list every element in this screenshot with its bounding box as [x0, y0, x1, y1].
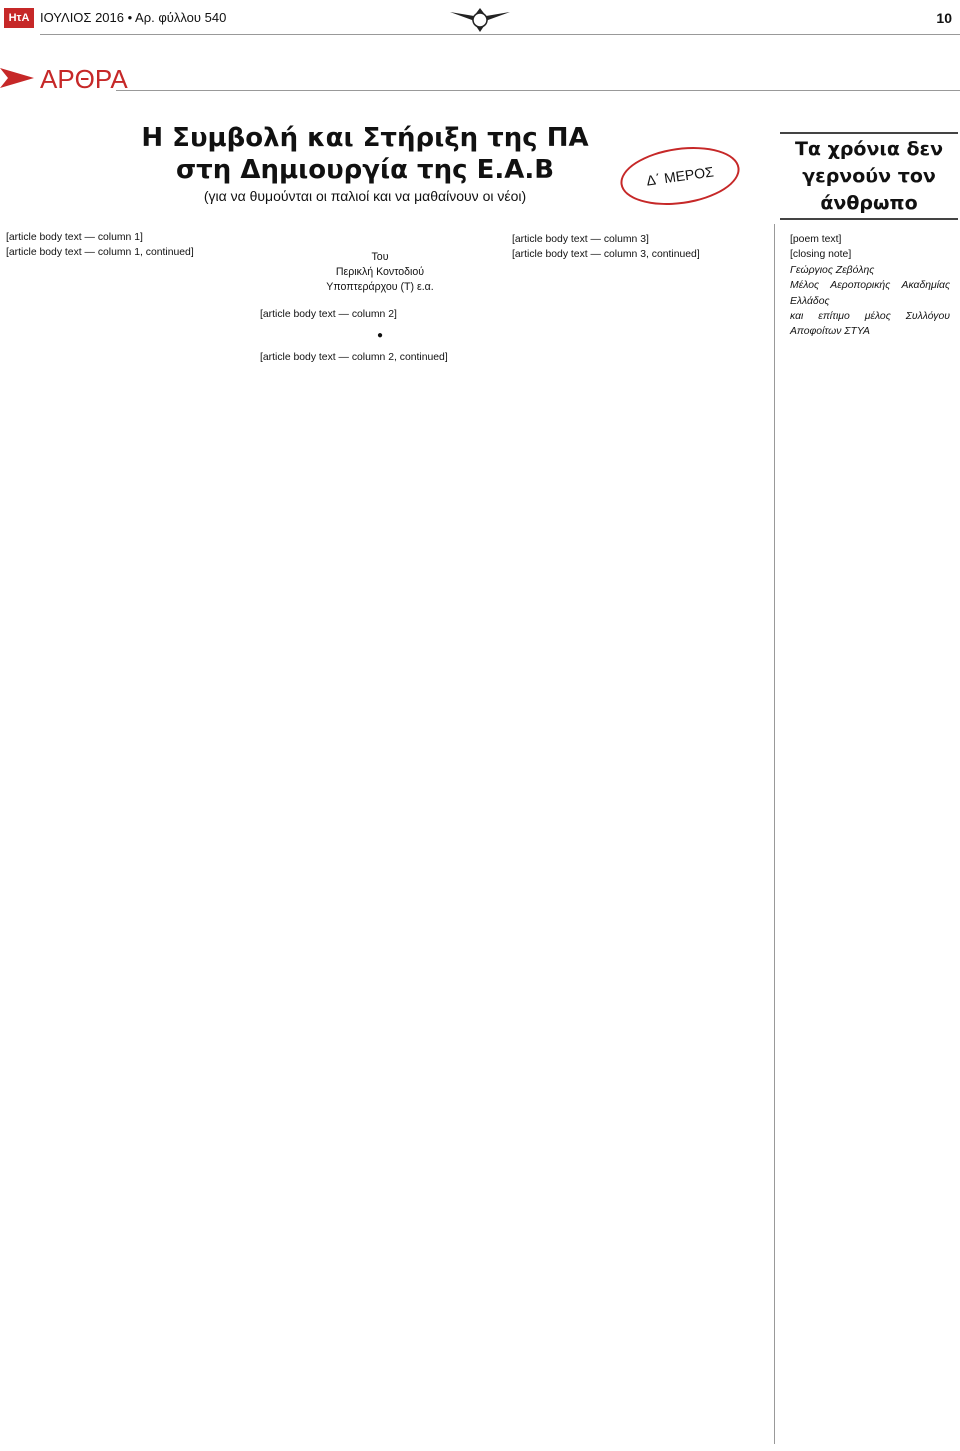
- title-line-2: στη Δημιουργία της Ε.Α.Β: [175, 155, 555, 185]
- closing-note: [closing note]: [790, 249, 852, 261]
- sidebar-heading: Τα χρόνια δεν γερνούν τον άνθρωπο: [780, 132, 958, 220]
- article-column-3: [512, 232, 764, 263]
- paragraph: [article body text — column 2, continued]: [260, 352, 448, 364]
- page-number: 10: [936, 10, 952, 26]
- paragraph: [article body text — column 3]: [512, 234, 649, 245]
- author-name: Περικλή Κοντοδιού: [335, 266, 425, 278]
- section-label: ΑΡΘΡΑ: [40, 64, 128, 94]
- emblem-icon: [448, 2, 512, 38]
- newspaper-logo: ΗτΑ: [4, 8, 34, 28]
- part-badge: Δ΄ ΜΕΡΟΣ: [617, 140, 744, 212]
- separator-dot-icon: ●: [376, 330, 384, 342]
- byline: [260, 250, 500, 295]
- paragraph: [article body text — column 3, continued]: [512, 249, 700, 261]
- article-title: [130, 122, 600, 186]
- column-divider: [774, 224, 775, 1444]
- article-column-2: [260, 250, 500, 366]
- section-rule: [116, 90, 960, 91]
- poem-text: [poem text]: [790, 234, 842, 245]
- paragraph: [article body text — column 2]: [260, 309, 397, 320]
- section-header: [0, 62, 960, 94]
- article-column-1: [6, 230, 254, 261]
- paragraph: [article body text — column 1, continued]: [6, 247, 194, 259]
- byline-of: Του: [371, 251, 389, 263]
- page-header: [0, 0, 960, 38]
- issue-info: ΙΟΥΛΙΟΣ 2016 • Αρ. φύλλου 540: [40, 10, 227, 25]
- signature: Γεώργιος Ζεβόλης Μέλος Αεροπορικής Ακαδημίας Ελλάδος και επίτιμο μέλος Συλλόγου Αποφοίτων ΣΤΥΑ: [790, 264, 950, 338]
- author-rank: Υποπτεράρχου (Τ) ε.α.: [326, 281, 434, 293]
- paragraph: [article body text — column 1]: [6, 232, 143, 243]
- title-line-1: Η Συμβολή και Στήριξη της ΠΑ: [141, 123, 589, 153]
- article-subtitle: (για να θυμούνται οι παλιοί και να μαθαίνουν οι νέοι): [203, 188, 527, 204]
- arrow-icon: [0, 68, 34, 88]
- sidebar-poem: [790, 232, 950, 340]
- header-rule: [40, 34, 960, 35]
